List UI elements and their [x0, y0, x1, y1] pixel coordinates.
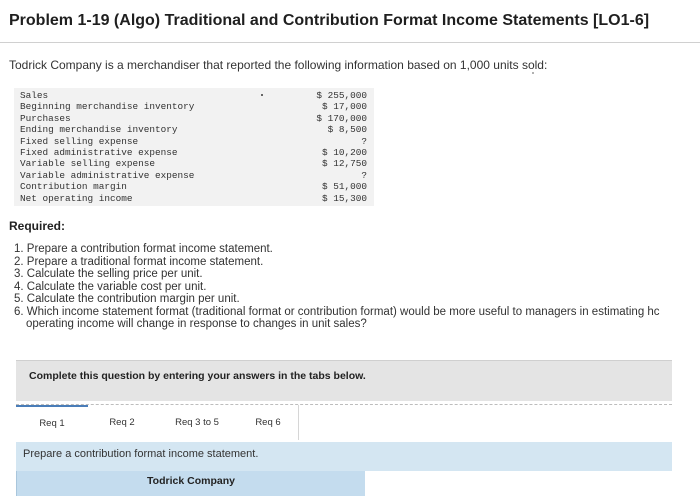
table-row: [14, 101, 374, 112]
tab-req-1[interactable]: Req 1: [16, 405, 89, 440]
required-item: 2. Prepare a traditional format income statement.: [14, 255, 264, 268]
tab-req-6[interactable]: Req 6: [238, 405, 299, 440]
tab-prompt-text: Prepare a contribution format income statement.: [23, 448, 259, 460]
company-name: Todrick Company: [147, 475, 235, 487]
row-label: Variable administrative expense: [20, 169, 195, 181]
stray-dot: [532, 72, 534, 74]
row-label: Ending merchandise inventory: [20, 124, 178, 136]
row-value: $ 255,000: [316, 90, 367, 101]
row-value: $ 170,000: [316, 112, 367, 124]
problem-intro: Todrick Company is a merchandiser that reported the following information based on 1,000 units sold:: [9, 58, 548, 72]
required-item: 5. Calculate the contribution margin per unit.: [14, 293, 240, 305]
row-value: $ 8,500: [327, 124, 367, 136]
table-mark: [261, 94, 263, 96]
row-label: Fixed administrative expense: [20, 147, 178, 158]
tab-req-2[interactable]: Req 2: [88, 405, 157, 440]
required-item: 3. Calculate the selling price per unit.: [14, 268, 203, 280]
row-label: Sales: [20, 90, 49, 101]
table-row: [14, 181, 374, 192]
table-row: [14, 136, 374, 147]
row-value: $ 12,750: [321, 158, 367, 170]
instruction-text: Complete this question by entering your answers in the tabs below.: [29, 370, 366, 382]
financial-data-table: [14, 88, 374, 206]
tab-prompt-bar: [16, 442, 672, 471]
required-heading: Required:: [9, 219, 66, 233]
page-title: Problem 1-19 (Algo) Traditional and Contribution Format Income Statements [LO1-6]: [9, 12, 650, 29]
table-row: [14, 113, 374, 124]
table-row: [14, 193, 374, 204]
row-value: $ 17,000: [321, 101, 367, 113]
table-row: [14, 90, 374, 101]
tab-req-3-to-5[interactable]: Req 3 to 5: [156, 405, 239, 440]
table-row: [14, 147, 374, 158]
table-row: [14, 158, 374, 169]
row-label: Purchases: [20, 112, 71, 124]
row-label: Fixed selling expense: [20, 135, 139, 147]
row-label: Variable selling expense: [20, 158, 156, 170]
row-label: Net operating income: [20, 192, 133, 204]
required-item: 6. Which income statement format (traditional format or contribution format) would be more useful to managers in estimating hc: [14, 305, 660, 318]
row-value: ?: [361, 169, 367, 181]
row-value: $ 10,200: [321, 147, 367, 158]
table-row: [14, 124, 374, 135]
row-value: $ 15,300: [321, 192, 367, 204]
required-item: 4. Calculate the variable cost per unit.: [14, 280, 207, 293]
header-divider: [0, 42, 700, 43]
table-row: [14, 170, 374, 181]
row-label: Contribution margin: [20, 181, 127, 193]
row-label: Beginning merchandise inventory: [20, 101, 195, 113]
required-item-continuation: operating income will change in response to changes in unit sales?: [26, 318, 367, 330]
instruction-box: [16, 360, 672, 401]
company-header-bar: [16, 471, 365, 496]
requirement-tabs: [16, 404, 672, 441]
row-value: $ 51,000: [321, 181, 367, 193]
row-value: ?: [361, 135, 367, 147]
required-item: 1. Prepare a contribution format income statement.: [14, 243, 273, 255]
